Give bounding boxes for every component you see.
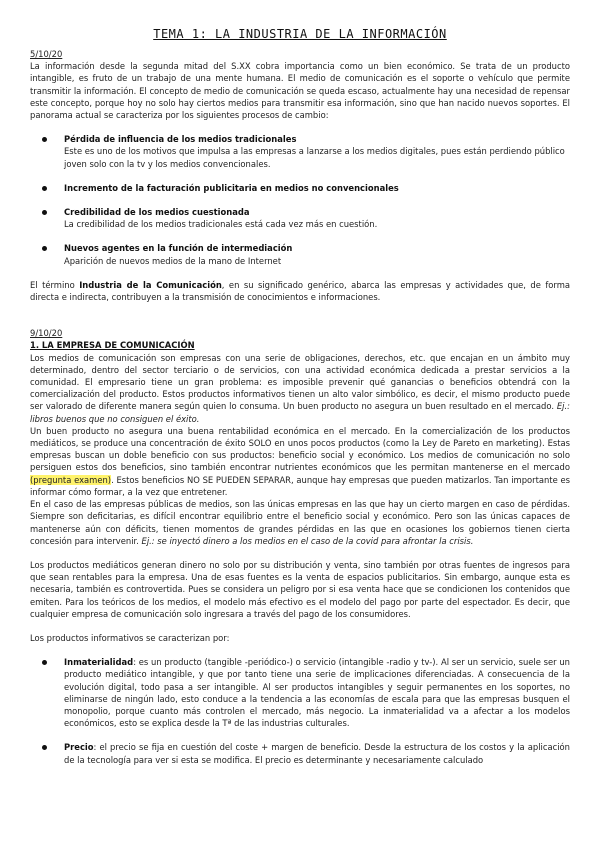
- definition-text: , en su significado genérico, abarca las empresas y actividades que, de forma directa e indirecta, contribuyen a la transmisión de conocimientos e informaciones.: [30, 279, 571, 303]
- paragraph-text: Los medios de comunicación son empresas con una serie de obligaciones, derechos, etc. que encajan en un ámbito muy determinado, dentro del sector terciario o de servicios, con una actividad económica dedicada a prestar servicios a la comunidad. El empresario tiene un gran problema: es imposible prevenir qué ganancias o beneficios obtendrá con la comercialización del producto. Estos productos informativos tienen un alto valor simbólico, es decir, el mismo producto puede ser valorado de diferente manera según quien lo consuma. Un buen producto no asegura un buen resultado en el mercado.: [30, 352, 570, 412]
- changes-list: [30, 133, 570, 267]
- bullet-icon: [42, 745, 47, 750]
- date-heading: 9/10/20: [30, 328, 63, 339]
- list-item: [30, 656, 570, 729]
- features-list: [30, 656, 570, 766]
- page-title: TEMA 1: LA INDUSTRIA DE LA INFORMACIÓN: [153, 27, 447, 41]
- feature-title: Precio: [64, 742, 94, 753]
- definition-term: Industria de la Comunicación: [79, 279, 222, 290]
- section-title: 1. LA EMPRESA DE COMUNICACIÓN: [30, 340, 195, 351]
- list-item-text: Este es uno de los motivos que impulsa a las empresas a lanzarse a los medios digitales, pues están perdiendo público joven solo con la tv y los medios convencionales.: [64, 146, 565, 169]
- paragraph-text: . Estos beneficios NO SE PUEDEN SEPARAR, aunque hay empresas que pueden matizarlos. Tan importante es informar cómo formar, a la vez que entretener.: [30, 474, 570, 497]
- highlight-note: (pregunta examen): [30, 474, 112, 485]
- feature-body: : el precio se fija en cuestión del coste + margen de beneficio. Desde la estructura de los costos y la aplicación de la tecnología para ver si esta se modifica. El precio es determinante y necesariamente calculado: [64, 742, 570, 765]
- list-item: [30, 206, 570, 230]
- feature-body: : es un producto (tangible -periódico-) o servicio (intangible -radio y tv-). Al ser un servicio, suele ser un producto mediático intangible, y que por tanto tiene una serie de implicaciones diferenciadas. A consecuencia de la evolución digital, todo pasa a ser intangible. Al ser productos intangibles y seguir permanentes en los soportes, no eliminarse de ningún lado, esto conduce a la tendencia a las economías de escala para que las empresas busquen el monopolio, porque cuanto más controlen el mercado, más negocio. La inmaterialidad va a afectar a los modelos económicos, esto se explica desde la Tª de las industrias culturales.: [64, 657, 570, 729]
- example-text: Ej.: libros buenos que no consiguen el éxito.: [30, 401, 570, 424]
- intro-paragraph: La información desde la segunda mitad del S.XX cobra importancia como un bien económico. Se trata de un producto intangible, es fruto de un trabajo de una mente humana. El medio de comunicación es el soporte o vehículo que permite transmitir la información. El concepto de medio de comunicación se queda escaso, actualmente hay una necesidad de repensar este concepto, porque hoy no solo hay ciertos medios para transmitir esa información, sino que han nacido nuevos soportes. El panorama actual se caracteriza por los siguientes procesos de cambio:: [30, 61, 570, 121]
- list-item-text: Aparición de nuevos medios de la mano de Internet: [64, 255, 282, 266]
- bullet-icon: [42, 137, 47, 142]
- paragraph: Los productos mediáticos generan dinero no solo por su distribución y venta, sino también por otras fuentes de ingresos para que sean rentables para la empresa. Una de esas fuentes es la venta de espacios publicitarios. Sin embargo, aunque esta es necesaria, también es controvertida. Pues se considera un peligro por si esa venta hace que se condicionen los contenidos que emiten. Para los teóricos de los medios, el modelo más efectivo es el modelo del pago por parte del espectador. Es decir, que cualquier empresa de comunicación solo ingresara a través del pago de los consumidores.: [30, 559, 570, 619]
- list-item: [30, 242, 570, 266]
- bullet-icon: [42, 660, 47, 665]
- list-item-text: La credibilidad de los medios tradicionales está cada vez más en cuestión.: [64, 219, 378, 230]
- list-item-title: Pérdida de influencia de los medios tradicionales: [64, 134, 297, 145]
- paragraph: [30, 352, 570, 425]
- list-item-title: Incremento de la facturación publicitaria en medios no convencionales: [64, 182, 399, 193]
- list-item: [30, 741, 570, 765]
- example-text: Ej.: se inyectó dinero a los medios en el caso de la covid para afrontar la crisis.: [141, 535, 474, 546]
- feature-title: Inmaterialidad: [64, 657, 134, 668]
- date-heading: 5/10/20: [30, 49, 63, 59]
- paragraph-text: En el caso de las empresas públicas de medios, son las únicas empresas en las que hay un cierto margen en caso de pérdidas. Siempre son deficitarias, es difícil encontrar equilibrio entre el beneficio social y económico. Pero son las únicas capaces de mantenerse aún con déficits, tienen momentos de grandes pérdidas en las que en ocasiones los gobiernos tienen cierta concesión para intervenir.: [30, 499, 570, 546]
- list-item-title: Nuevos agentes en la función de intermediación: [64, 243, 293, 254]
- list-item: [30, 182, 570, 194]
- feature-text: [64, 741, 570, 765]
- paragraph: Los productos informativos se caracterizan por:: [30, 632, 230, 643]
- paragraph: [30, 425, 570, 498]
- paragraph: [30, 498, 570, 547]
- paragraph-text: Un buen producto no asegura una buena rentabilidad económica en el mercado. En la comercialización de los productos mediáticos, se produce una concentración de éxito SOLO en unos pocos productos (como la Ley de Pareto en marketing). Estas empresas buscan un doble beneficio con sus productos: beneficio social y económico. Los medios de comunicación no solo persiguen estos dos beneficios, sino también encontrar nutrientes económicos que les permitan mantenerse en el mercado: [30, 425, 570, 473]
- feature-text: [64, 656, 570, 729]
- bullet-icon: [42, 210, 47, 215]
- list-item-title: Credibilidad de los medios cuestionada: [64, 207, 250, 218]
- bullet-icon: [42, 246, 47, 251]
- bullet-icon: [42, 186, 47, 191]
- definition-text: El término: [30, 279, 80, 290]
- industry-definition: [30, 279, 570, 303]
- list-item: [30, 133, 570, 170]
